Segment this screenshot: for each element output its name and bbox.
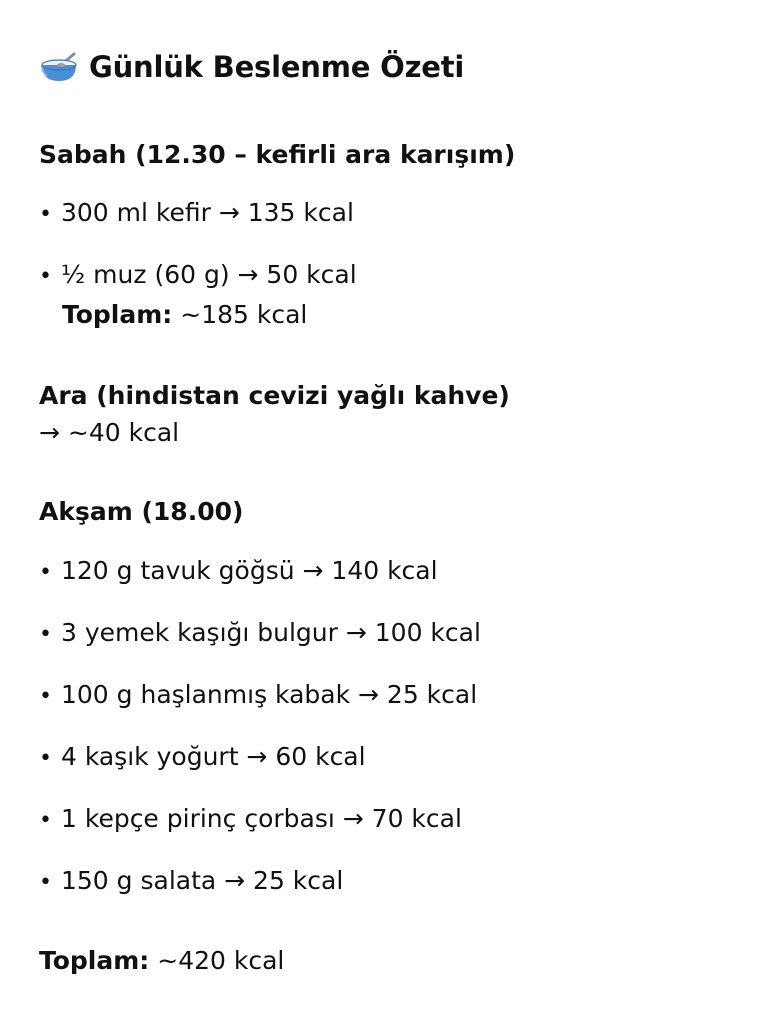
list-item [39, 680, 477, 709]
list-item-text: 1 kepçe pirinç çorbası → 70 kcal [61, 804, 462, 833]
list-item [39, 742, 366, 771]
bullet: • [39, 264, 52, 289]
list-item-text: 120 g tavuk göğsü → 140 kcal [61, 556, 438, 585]
bullet: • [39, 684, 52, 709]
bullet: • [39, 622, 52, 647]
bowl-with-spoon-icon [39, 51, 79, 83]
list-item-text: 300 ml kefir → 135 kcal [61, 198, 354, 227]
morning-total [62, 300, 307, 329]
list-item [39, 260, 357, 289]
grand-total-value: ~420 kcal [149, 946, 285, 975]
morning-total-value: ~185 kcal [172, 300, 308, 329]
list-item-text: 100 g haşlanmış kabak → 25 kcal [61, 680, 478, 709]
list-item [39, 618, 481, 647]
list-item-text: 4 kaşık yoğurt → 60 kcal [61, 742, 366, 771]
bullet: • [39, 870, 52, 895]
bullet: • [39, 202, 52, 227]
morning-total-label: Toplam: [62, 300, 173, 329]
snack-heading: Ara (hindistan cevizi yağlı kahve) [39, 381, 510, 410]
list-item-text: 150 g salata → 25 kcal [61, 866, 344, 895]
list-item [39, 198, 354, 227]
page-title: Günlük Beslenme Özeti [89, 50, 465, 84]
bullet: • [39, 560, 52, 585]
grand-total [39, 946, 284, 975]
summary-title-row [39, 50, 464, 84]
bullet: • [39, 808, 52, 833]
list-item [39, 556, 438, 585]
list-item [39, 804, 462, 833]
morning-heading: Sabah (12.30 – kefirli ara karışım) [39, 140, 516, 169]
bullet: • [39, 746, 52, 771]
list-item-text: ½ muz (60 g) → 50 kcal [61, 260, 357, 289]
evening-heading: Akşam (18.00) [39, 497, 244, 526]
snack-value: → ~40 kcal [39, 418, 180, 447]
list-item [39, 866, 343, 895]
grand-total-label: Toplam: [39, 946, 150, 975]
list-item-text: 3 yemek kaşığı bulgur → 100 kcal [61, 618, 481, 647]
